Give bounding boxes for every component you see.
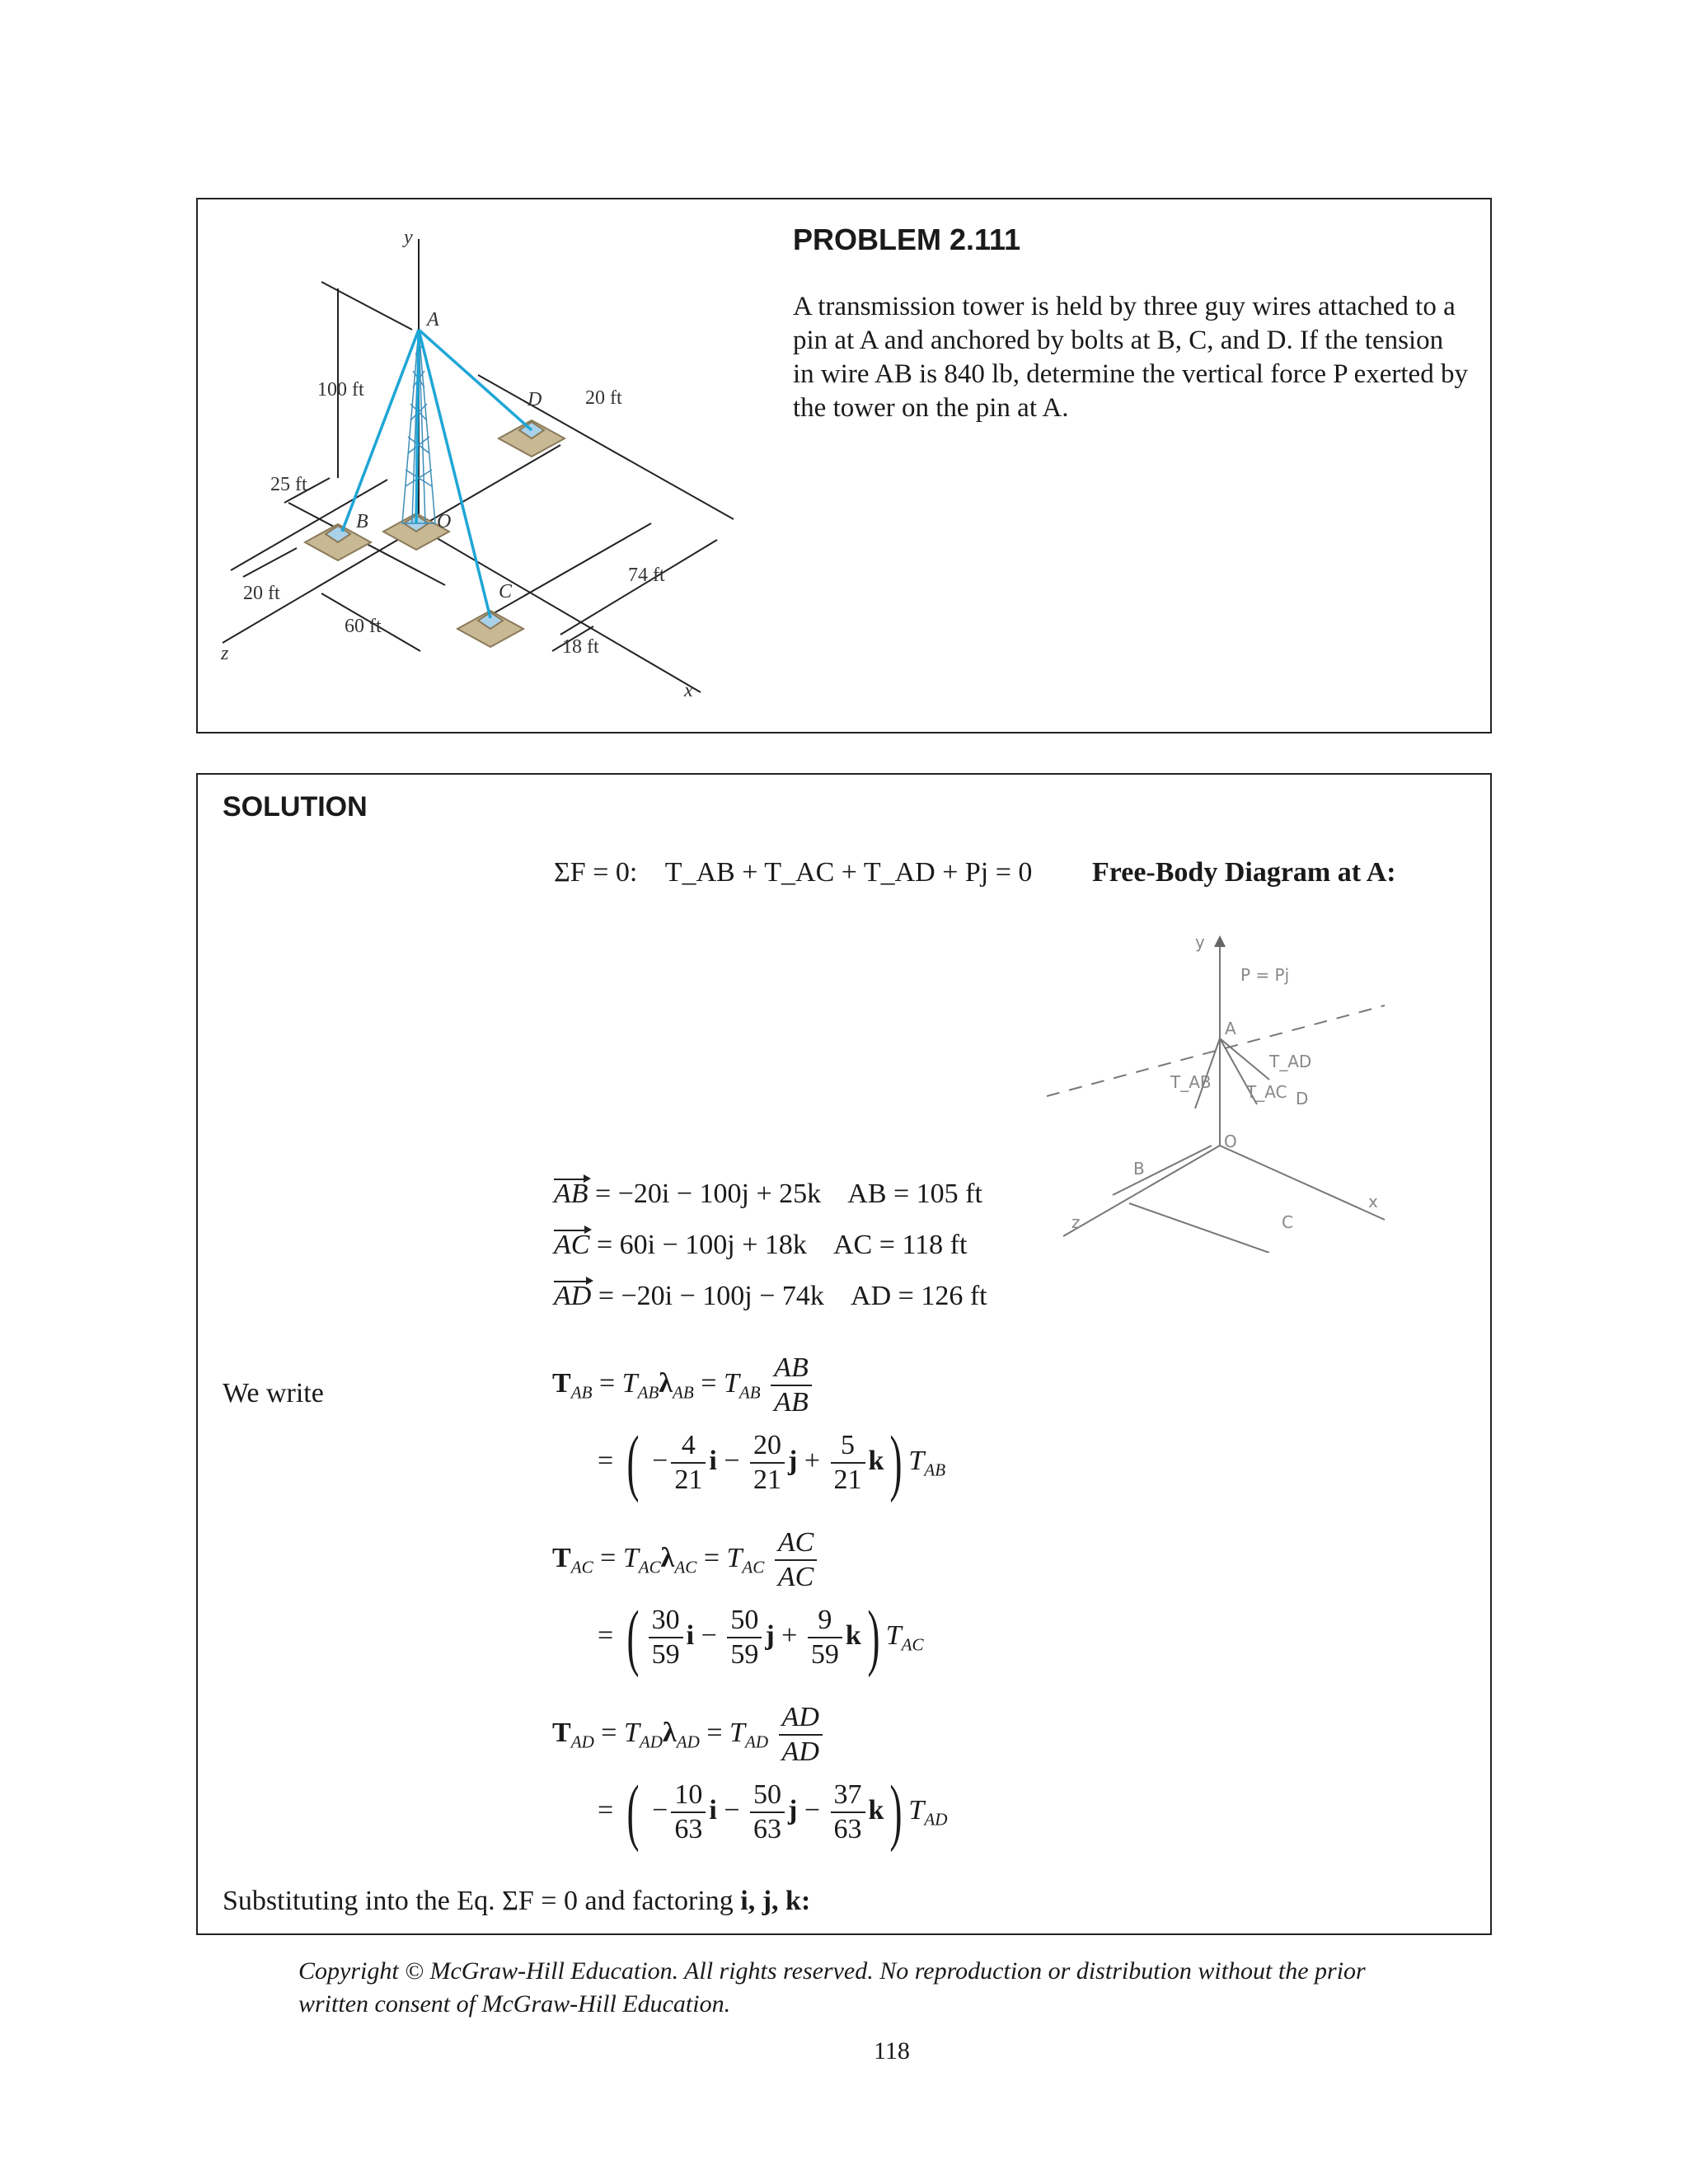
label-A: A (427, 309, 439, 330)
copyright-line-2: written consent of McGraw-Hill Education. (298, 1990, 731, 2018)
vector-AC-line (554, 1230, 967, 1261)
factoring-vectors: i, j, k: (740, 1886, 811, 1916)
vector-AB-length: AB = 105 ft (847, 1179, 982, 1209)
fbd-label-TAC: T_AC (1246, 1082, 1287, 1102)
factoring-text: and factoring (584, 1886, 734, 1916)
dim-18: 18 ft (562, 636, 599, 658)
fbd-label-z: z (1071, 1212, 1081, 1232)
tension-AB-components: = ( − $\frac{4}{21}$ i − $\frac{20}{21}$ j + $\frac{5}{21}$ k) $T_{AB}$ (598, 1422, 946, 1503)
label-D: D (528, 389, 542, 410)
tension-AB-definition: $T_{AB} = T_{AB}\lambda_{AB} = T_{AB}$ $\frac{AB}{AB}$ (552, 1352, 815, 1419)
problem-text: A transmission tower is held by three guy wires attached to a pin at A and anchored by bolts at B, C, and D. If the tension in wire AB is 840 lb, determine the vertical force P exerted by the tower on the pin at A. (793, 292, 1468, 423)
problem-title: PROBLEM 2.111 (793, 223, 1021, 256)
vector-AD-line (554, 1281, 987, 1312)
copyright-line-1: Copyright © McGraw-Hill Education. All rights reserved. No reproduction or distribution without the prior (298, 1957, 1366, 1985)
fbd-label-D: D (1296, 1089, 1309, 1108)
dim-20-top: 20 ft (585, 387, 622, 409)
equilibrium-label: ΣF = 0: (554, 857, 638, 888)
fbd-label-P: P = Pj (1240, 965, 1290, 985)
vector-AC-length: AC = 118 ft (833, 1230, 968, 1260)
fbd-label-B: B (1133, 1159, 1145, 1179)
substituting-text: Substituting into the Eq. (223, 1886, 495, 1916)
tension-AD-definition: $T_{AD} = T_{AD}\lambda_{AD} = T_{AD}$ $\frac{AD}{AD}$ (552, 1701, 826, 1769)
substituting-equation: ΣF = 0 (502, 1886, 578, 1916)
dim-25: 25 ft (270, 474, 307, 495)
vector-AD-name: AD (554, 1281, 592, 1311)
vector-AC-name: AC (554, 1230, 590, 1260)
substituting-line (223, 1886, 810, 1917)
tower-figure (206, 206, 783, 725)
guy-wires (342, 330, 532, 618)
dim-20-left: 20 ft (243, 583, 280, 604)
dim-60: 60 ft (345, 616, 382, 637)
dim-100: 100 ft (317, 379, 364, 401)
fbd-label-TAB: T_AB (1170, 1072, 1212, 1092)
page-number: 118 (874, 2037, 910, 2064)
fbd-label-C: C (1282, 1212, 1293, 1232)
label-C: C (499, 581, 513, 602)
vector-AC-expr: = 60i − 100j + 18k (596, 1230, 807, 1260)
equilibrium-equation (554, 857, 1032, 888)
fbd-label-TAD: T_AD (1269, 1052, 1312, 1071)
anchor-bases (305, 420, 565, 647)
label-y: y (404, 227, 413, 248)
we-write-label: We write (223, 1378, 324, 1408)
label-B: B (356, 511, 368, 532)
copyright-notice (298, 1955, 1366, 2021)
equilibrium-terms: T_AB + T_AC + T_AD + Pj = 0 (664, 857, 1033, 888)
fbd-title: Free-Body Diagram at A: (1092, 857, 1396, 888)
vector-AD-length: AD = 126 ft (851, 1281, 987, 1311)
fbd-label-A: A (1225, 1019, 1236, 1038)
tension-AC-definition: $T_{AC} = T_{AC}\lambda_{AC} = T_{AC}$ $\frac{AC}{AC}$ (552, 1526, 820, 1594)
solution-title: SOLUTION (223, 791, 368, 823)
tension-AD-components: = ( − $\frac{10}{63}$ i − $\frac{50}{63}$ j − $\frac{37}{63}$ k) $T_{AD}$ (598, 1771, 948, 1853)
vector-AD-expr: = −20i − 100j − 74k (598, 1281, 824, 1311)
fbd-label-O: O (1224, 1132, 1237, 1151)
dim-74: 74 ft (628, 565, 665, 586)
fbd-label-y: y (1195, 932, 1205, 952)
label-O: O (437, 511, 452, 532)
fbd-sketch (1030, 923, 1401, 1253)
label-z: z (221, 643, 229, 664)
fbd-label-x: x (1368, 1192, 1378, 1212)
tension-AC-components: = ( $\frac{30}{59}$ i − $\frac{50}{59}$ j + $\frac{9}{59}$ k) $T_{AC}$ (598, 1596, 924, 1678)
vector-AB-line (554, 1179, 982, 1210)
label-x: x (684, 680, 693, 701)
vector-AB-expr: = −20i − 100j + 25k (595, 1179, 822, 1209)
vector-AB-name: AB (554, 1179, 588, 1209)
